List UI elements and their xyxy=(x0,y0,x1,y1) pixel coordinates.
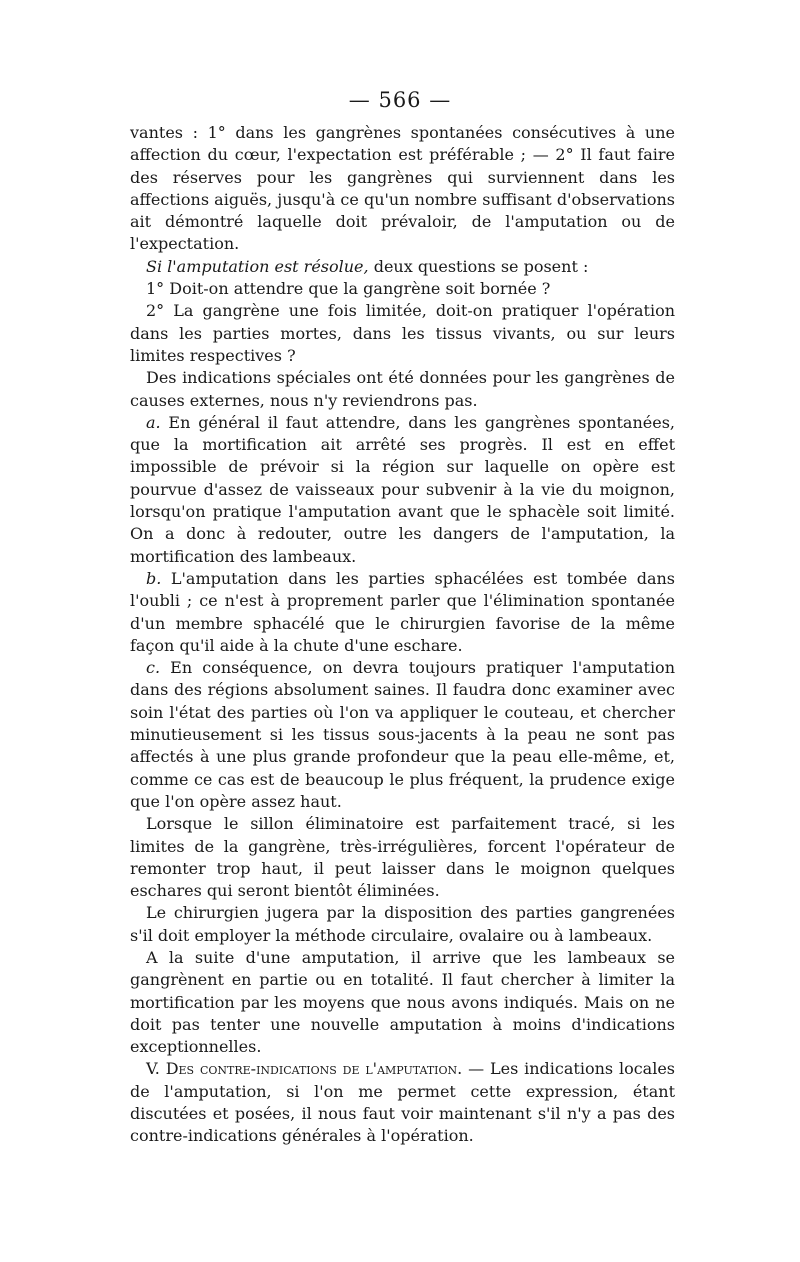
paragraph: b. L'amputation dans les parties sphacélées est tombée dans l'oubli ; ce n'est à proprement parler que l'élimination spontanée d'un membre sphacélé que le chirurgien favorise de la même façon qu'il aide à la chute d'une eschare. xyxy=(130,568,675,655)
paragraph: 1° Doit-on attendre que la gangrène soit bornée ? xyxy=(146,279,551,299)
paragraph: a. En général il faut attendre, dans les gangrènes spontanées, que la mortification ait arrêté ses progrès. Il est en effet impossible de prévoir si la région sur laquelle on opère est pourvue d'assez de vaisseaux pour subvenir à la vie du moignon, lorsqu'on pratique l'amputation avant que le sphacèle soit limité. On a donc à redouter, outre les dangers de l'amputation, la mortification des lambeaux. xyxy=(130,412,675,566)
italic-lead: b. xyxy=(146,568,162,588)
paragraph: 2° La gangrène une fois limitée, doit-on pratiquer l'opération dans les parties mortes, dans les tissus vivants, ou sur leurs limites respectives ? xyxy=(130,301,675,365)
page-number: — 566 — xyxy=(348,88,452,112)
body-text xyxy=(130,122,675,1148)
paragraph: Des indications spéciales ont été données pour les gangrènes de causes externes, nous n'y reviendrons pas. xyxy=(130,368,675,410)
paragraph: Le chirurgien jugera par la disposition des parties gangrenées s'il doit employer la méthode circulaire, ovalaire ou à lambeaux. xyxy=(130,903,675,945)
paragraph: A la suite d'une amputation, il arrive que les lambeaux se gangrènent en partie ou en totalité. Il faut chercher à limiter la mortification par les moyens que nous avons indiqués. Mais on ne doit pas tenter une nouvelle amputation à moins d'indications exceptionnelles. xyxy=(130,947,675,1057)
italic-lead: Si l'amputation est résolue, xyxy=(146,256,369,276)
section-number: V. xyxy=(146,1059,166,1079)
paragraph: c. En conséquence, on devra toujours pratiquer l'amputation dans des régions absolument saines. Il faudra donc examiner avec soin l'état des parties où l'on va appliquer le couteau, et chercher minutieusement si les tissus sous-jacents à la peau ne sont pas affectés à une plus grande profondeur que la peau elle-même, et, comme ce cas est de beaucoup le plus fréquent, la prudence exige que l'on opère assez haut. xyxy=(130,658,675,811)
paragraph: vantes : 1° dans les gangrènes spontanées consécutives à une affection du cœur, l'expectation est préférable ; — 2° Il faut faire des réserves pour les gangrènes qui surviennent dans les affections aiguës, jusqu'à ce qu'un nombre suffisant d'observations ait démontré laquelle doit prévaloir, de l'amputation ou de l'expectation. xyxy=(130,123,675,254)
italic-lead: c. xyxy=(146,658,161,678)
section-title: Des contre-indications de l'amputation. xyxy=(165,1059,463,1079)
section-heading-paragraph: V. Des contre-indications de l'amputation. — Les indications locales de l'amputation, si l'on me permet cette expression, étant discutées et posées, il nous faut voir maintenant s'il n'y a pas des contre-indications générales à l'opération. xyxy=(130,1059,676,1146)
italic-lead: a. xyxy=(146,412,161,432)
paragraph: Si l'amputation est résolue, deux questions se posent : xyxy=(146,256,589,276)
paragraph: Lorsque le sillon éliminatoire est parfaitement tracé, si les limites de la gangrène, très-irrégulières, forcent l'opérateur de remonter trop haut, il peut laisser dans le moignon quelques eschares qui seront bientôt éliminées. xyxy=(130,814,675,901)
